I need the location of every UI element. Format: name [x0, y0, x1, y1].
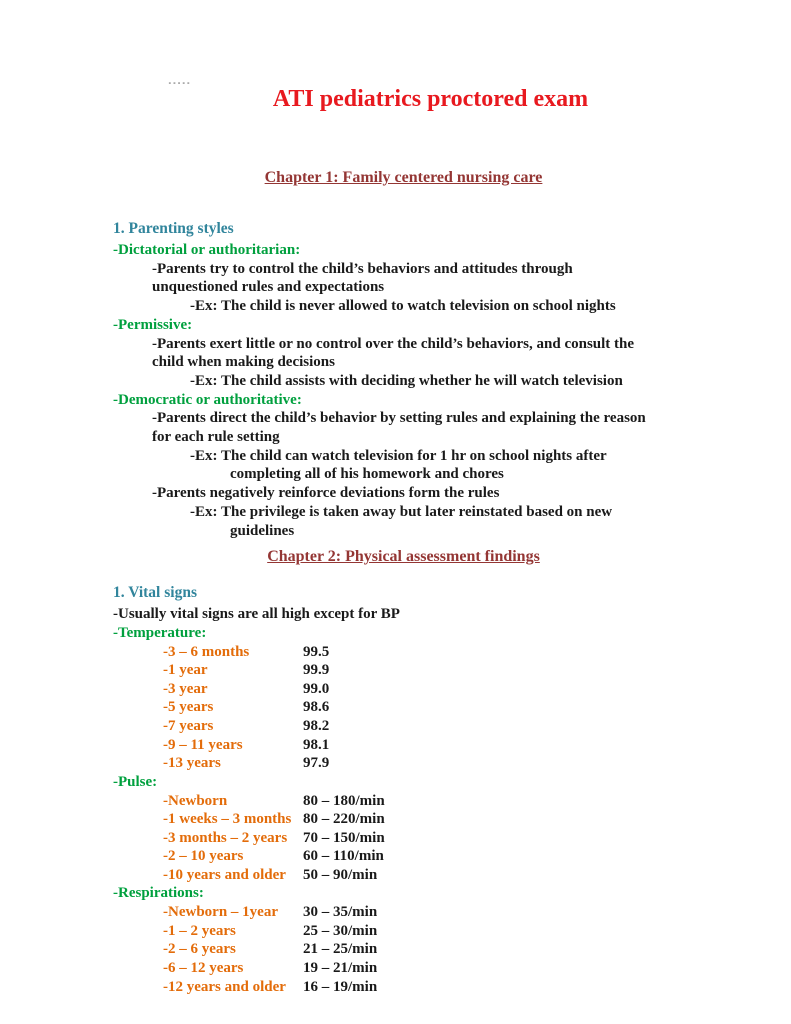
doc-line-example: -Ex: The privilege is taken away but later reinstated based on new [190, 503, 613, 520]
vital-age-label: -10 years and older [163, 866, 286, 883]
vital-value: 16 – 19/min [303, 978, 378, 995]
vital-age-label: -2 – 10 years [163, 848, 244, 865]
respirations-row [163, 978, 791, 997]
vital-signs-intro: -Usually vital signs are all high except for BP [113, 606, 400, 623]
vital-age-label: -3 – 6 months [163, 643, 250, 660]
respirations-row [163, 959, 791, 978]
vital-age-label: -1 – 2 years [163, 922, 236, 939]
vital-age-label: -Newborn [163, 792, 228, 809]
pulse-row [163, 847, 791, 866]
vital-value: 99.9 [303, 662, 330, 679]
vital-age-label: -9 – 11 years [163, 736, 243, 753]
section-title-vital-signs: 1. Vital signs [113, 584, 197, 602]
doc-line: guidelines [230, 522, 295, 539]
doc-line: completing all of his homework and chores [230, 466, 504, 483]
temperature-row [163, 754, 791, 773]
vital-value: 80 – 220/min [303, 811, 385, 828]
temperature-row [163, 680, 791, 699]
vital-value: 30 – 35/min [303, 904, 378, 921]
vital-age-label: -1 year [163, 662, 208, 679]
chapter-2-heading: Chapter 2: Physical assessment findings [267, 548, 540, 566]
respirations-row [163, 940, 791, 959]
vital-value: 98.2 [303, 718, 330, 735]
vital-value: 98.6 [303, 699, 330, 716]
doc-line: unquestioned rules and expectations [152, 279, 385, 296]
vital-value: 97.9 [303, 755, 330, 772]
vital-value: 21 – 25/min [303, 941, 378, 958]
document-title: ATI pediatrics proctored exam [272, 86, 589, 112]
temperature-row [163, 643, 791, 662]
pulse-row [163, 866, 791, 885]
vital-value: 60 – 110/min [303, 848, 384, 865]
subheading-dictatorial: -Dictatorial or authoritarian: [113, 242, 301, 258]
chapter-1-heading: Chapter 1: Family centered nursing care [264, 169, 543, 186]
vital-value: 70 – 150/min [303, 829, 385, 846]
vital-value: 25 – 30/min [303, 922, 378, 939]
doc-line: child when making decisions [152, 354, 335, 371]
doc-line-example: -Ex: The child is never allowed to watch television on school nights [190, 298, 616, 315]
subheading-respirations: -Respirations: [113, 885, 204, 902]
vital-age-label: -6 – 12 years [163, 959, 244, 976]
chapter-2-content [0, 583, 791, 996]
section-title-parenting-styles: 1. Parenting styles [113, 220, 234, 237]
vital-age-label: -7 years [163, 718, 214, 735]
pulse-row [163, 792, 791, 811]
vital-age-label: -Newborn – 1year [163, 904, 278, 921]
respirations-row [163, 922, 791, 941]
vital-age-label: -13 years [163, 755, 221, 772]
temperature-row [163, 717, 791, 736]
corner-mark: ----- [168, 80, 192, 87]
respirations-row [163, 903, 791, 922]
vital-value: 99.5 [303, 643, 330, 660]
vital-age-label: -2 – 6 years [163, 941, 236, 958]
doc-line: for each rule setting [152, 429, 280, 446]
doc-line-example: -Ex: The child assists with deciding whether he will watch television [190, 372, 623, 389]
subheading-temperature: -Temperature: [113, 624, 207, 641]
doc-line: -Parents exert little or no control over the child’s behaviors, and consult the [152, 335, 635, 352]
vital-age-label: -1 weeks – 3 months [163, 811, 292, 828]
subheading-democratic: -Democratic or authoritative: [113, 391, 302, 408]
vital-value: 80 – 180/min [303, 792, 385, 809]
vital-age-label: -3 year [163, 680, 208, 697]
vital-age-label: -5 years [163, 699, 214, 716]
doc-line: -Parents try to control the child’s behaviors and attitudes through [152, 260, 573, 277]
vital-age-label: -12 years and older [163, 978, 286, 995]
temperature-row [163, 736, 791, 755]
doc-line: -Parents direct the child’s behavior by setting rules and explaining the reason [152, 410, 646, 427]
vital-age-label: -3 months – 2 years [163, 829, 288, 846]
subheading-permissive: -Permissive: [113, 316, 193, 333]
temperature-row [163, 661, 791, 680]
doc-line-example: -Ex: The child can watch television for 1 hr on school nights after [190, 447, 607, 464]
vital-value: 50 – 90/min [303, 866, 378, 883]
vital-value: 98.1 [303, 736, 330, 753]
vital-value: 99.0 [303, 680, 330, 697]
temperature-row [163, 698, 791, 717]
vital-value: 19 – 21/min [303, 959, 378, 976]
pulse-row [163, 810, 791, 829]
pulse-row [163, 829, 791, 848]
subheading-pulse: -Pulse: [113, 773, 158, 790]
chapter-1-content [0, 219, 791, 540]
doc-line: -Parents negatively reinforce deviations form the rules [152, 485, 500, 502]
